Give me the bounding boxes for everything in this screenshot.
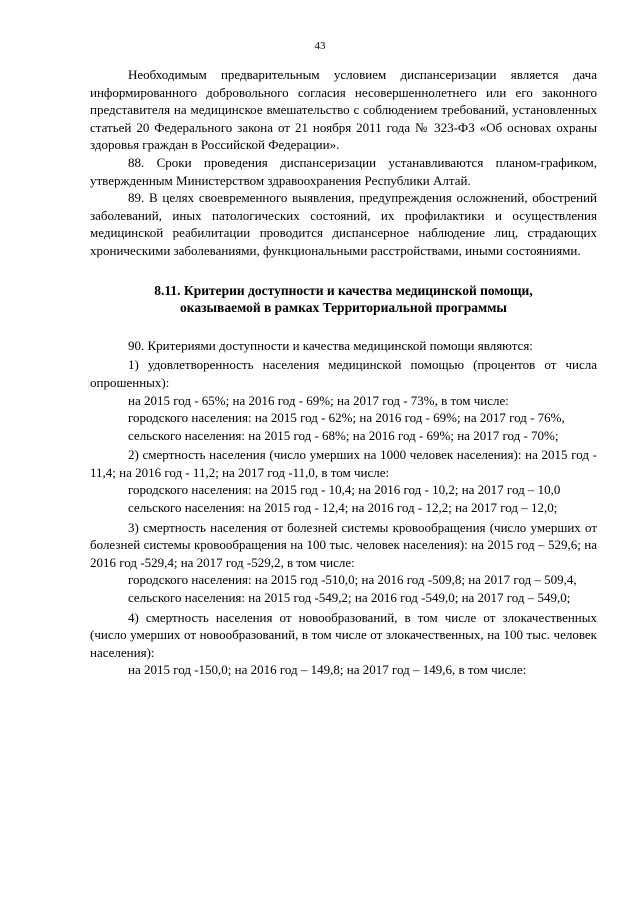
criterion-4: 4) смертность населения от новообразований, в том числе от злокачественных (число умерших от новообразований, в том числе от злокачественных, на 100 тыс. человек населения): [90,609,597,660]
page-number: 43 [314,40,326,52]
criterion-3-rural: сельского населения: на 2015 год -549,2; на 2016 год -549,0; на 2017 год – 549,0; [128,590,571,606]
section-heading-line-1: 8.11. Критерии доступности и качества медицинской помощи, [154,282,533,298]
paragraph-consent: Необходимым предварительным условием диспансеризации является дача информированного добровольного согласия несовершеннолетнего или его законного представителя на медицинское вмешательство с соблюдением требований, установленных статьей 20 Федерального закона от 21 ноября 2011 года № 323-ФЗ «Об основах охраны здоровья граждан в Российской Федерации». [90,67,597,153]
criterion-1-rural: сельского населения: на 2015 год - 68%; на 2016 год - 69%; на 2017 год - 70%; [128,427,559,443]
section-heading-line-2: оказываемой в рамках Территориальной программы [180,300,507,316]
criterion-1-total: на 2015 год - 65%; на 2016 год - 69%; на 2017 год - 73%, в том числе: [128,392,509,408]
criterion-1-urban: городского населения: на 2015 год - 62%; на 2016 год - 69%; на 2017 год - 76%, [128,410,565,426]
criterion-2: 2) смертность населения (число умерших на 1000 человек населения): на 2015 год - 11,4; на 2016 год - 11,2; на 2017 год -11,0, в том числе: [90,447,597,480]
document-body [90,66,597,679]
criterion-2-urban: городского населения: на 2015 год - 10,4; на 2016 год - 10,2; на 2017 год – 10,0 [128,482,561,498]
criterion-2-rural: сельского населения: на 2015 год - 12,4; на 2016 год - 12,2; на 2017 год – 12,0; [128,500,558,516]
paragraph-90: 90. Критериями доступности и качества медицинской помощи являются: [128,337,533,353]
criterion-4-total: на 2015 год -150,0; на 2016 год – 149,8; на 2017 год – 149,6, в том числе: [128,662,527,678]
criterion-3: 3) смертность населения от болезней системы кровообращения (число умерших от болезней системы кровообращения на 100 тыс. человек населения): на 2015 год – 529,6; на 2016 год -529,4; на 2017 год -529,2, в том числе: [90,519,597,570]
section-heading [90,282,597,317]
criterion-1: 1) удовлетворенность населения медицинской помощью (процентов от числа опрошенных): [90,357,597,390]
paragraph-88: 88. Сроки проведения диспансеризации устанавливаются планом-графиком, утвержденным Министерством здравоохранения Республики Алтай. [90,154,597,188]
criterion-3-urban: городского населения: на 2015 год -510,0; на 2016 год -509,8; на 2017 год – 509,4, [128,572,577,588]
paragraph-89: 89. В целях своевременного выявления, предупреждения осложнений, обострений заболеваний, иных патологических состояний, их профилактики и осуществления медицинской реабилитации проводится диспансерное наблюдение лиц, страдающих хроническими заболеваниями, функциональными расстройствами, иными состояниями. [90,190,597,258]
